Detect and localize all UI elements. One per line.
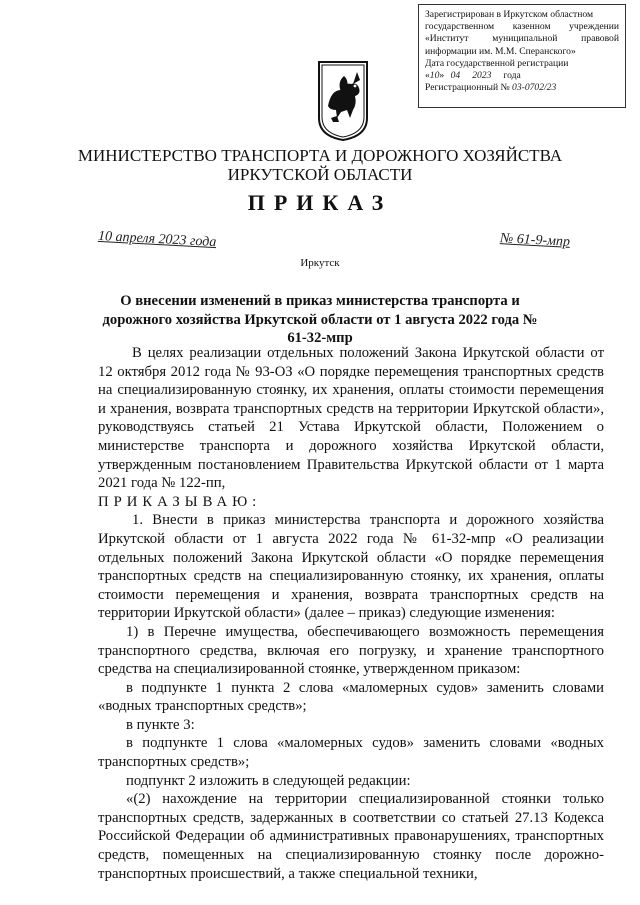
ministry-name-line2: ИРКУТСКОЙ ОБЛАСТИ — [227, 165, 413, 184]
stamp-reg-number-handwritten: 03-0702/23 — [512, 82, 557, 94]
order-subject-heading: О внесении изменений в приказ министерства транспорта и дорожного хозяйства Иркутской области от 1 августа 2022 года № 61-32-мпр — [102, 293, 538, 346]
preamble-paragraph: В целях реализации отдельных положений Закона Иркутской области от 12 октября 2012 года № 93-ОЗ «О порядке перемещения транспортных средств на специализированную стоянку, их хранения, оплаты стоимости перемещения и хранения, возврата транспортных средств на территории Иркутской области», руководствуясь статьей 21 Устава Иркутской области, Положением о министерстве транспорта и дорожного хозяйства Иркутской области, утвержденным постановлением Правительства Иркутской области от 1 марта 2021 года № 122-пп, — [98, 345, 604, 492]
stamp-line: Дата государственной регистрации — [425, 57, 569, 69]
city-label: Иркутск — [300, 257, 340, 269]
stamp-date-day: 10 — [429, 70, 440, 82]
stamp-registration-date: «10» 04 2023 года — [425, 70, 521, 82]
ministry-name-line1: МИНИСТЕРСТВО ТРАНСПОРТА И ДОРОЖНОГО ХОЗЯЙСТВА — [77, 146, 563, 165]
amendment-paragraph: «(2) нахождение на территории специализированной стоянки только транспортных средств, задержанных в соответствии со статьей 27.13 Кодекса Российской Федерации об административных правонарушениях, транспортных средств, помещенных на специализированную стоянку после дорожно-транспортных происшествий, а также специальной техники, — [98, 791, 604, 882]
subclause-1-paragraph: 1) в Перечне имущества, обеспечивающего возможность перемещения транспортного средства, включая его погрузку, и хранение транспортного средства на специализированной стоянке, утвержденном приказом: — [98, 623, 604, 678]
amendment-paragraph: подпункт 2 изложить в следующей редакции: — [126, 772, 411, 789]
stamp-line: Зарегистрирован в Иркутском областном — [425, 9, 594, 20]
stamp-registration-number: Регистрационный № 03-0702/23 — [425, 82, 557, 94]
amendment-paragraph: в подпункте 1 слова «маломерных судов» заменить словами «водных транспортных средств»; — [98, 735, 604, 771]
amendment-paragraph: в подпункте 1 пункта 2 слова «маломерных судов» заменить словами «водных транспортных средств»; — [98, 679, 604, 715]
stamp-line: информации им. М.М. Сперанского» — [425, 45, 576, 57]
handwritten-date: 10 апреля 2023 года — [97, 228, 217, 251]
stamp-date-year: 2023 — [472, 70, 492, 82]
stamp-date-month: 04 — [450, 70, 461, 82]
amendment-paragraph: в пункте 3: — [126, 716, 195, 733]
irkutsk-coat-of-arms-icon — [317, 60, 369, 142]
handwritten-order-number: № 61-9-мпр — [499, 231, 571, 250]
stamp-line: «Институт муниципальной правовой — [425, 33, 619, 45]
decree-word: ПРИКАЗЫВАЮ: — [98, 493, 262, 510]
registration-stamp — [418, 4, 626, 108]
document-type-title: ПРИКАЗ — [247, 190, 393, 215]
order-body — [98, 344, 604, 883]
stamp-line: государственном казенном учреждении — [425, 21, 619, 33]
clause-1-paragraph: 1. Внести в приказ министерства транспорта и дорожного хозяйства Иркутской области от 1 августа 2022 года № 61-32-мпр «О реализации отдельных положений Закона Иркутской области «О порядке перемещения транспортных средств на специализированную стоянку, их хранения, оплаты стоимости перемещения и хранения, возврата транспортных средств на территории Иркутской области» (далее – приказ) следующие изменения: — [98, 512, 604, 622]
